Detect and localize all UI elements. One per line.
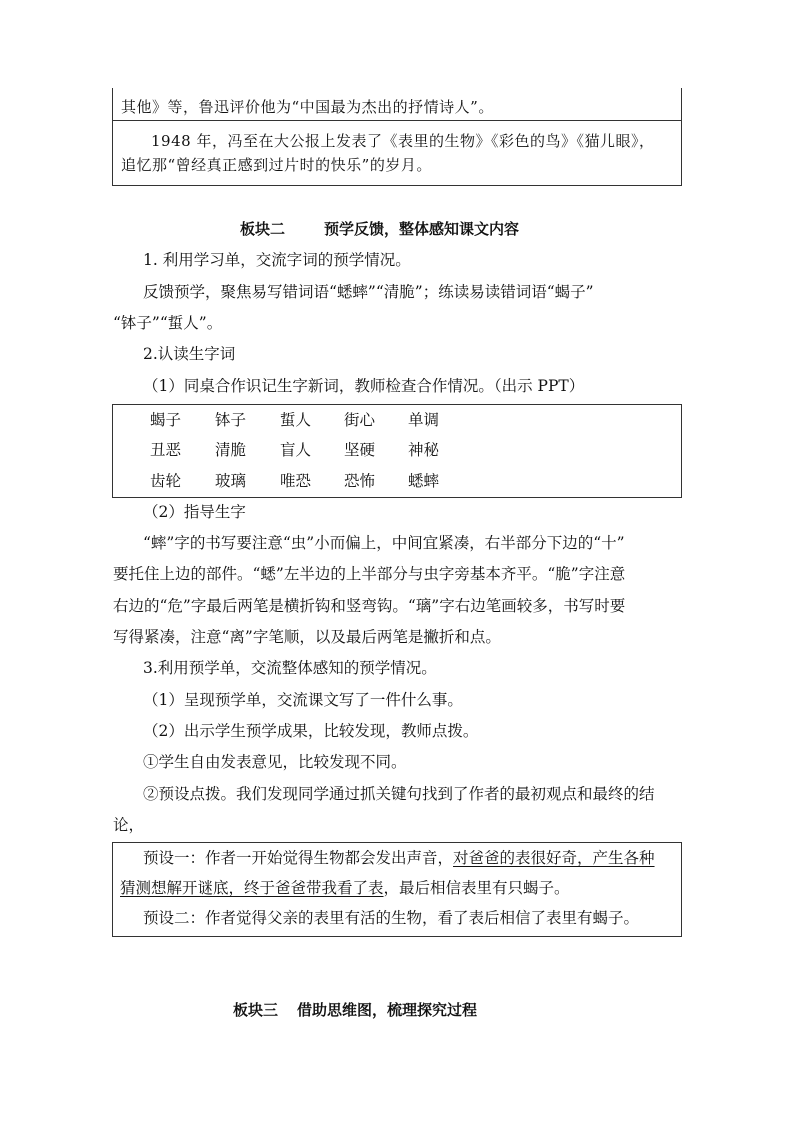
section3-heading-title: 借助思维图，梳理探究过程: [297, 1001, 478, 1019]
section2-circle1: ①学生自由发表意见，比较发现不同。: [143, 753, 407, 771]
guide-line1: “蟀”字的书写要注意“虫”小而偏上，中间宜紧凑，右半部分下边的“十”: [143, 534, 625, 552]
circle2-line2: 论，: [113, 816, 145, 834]
section2-item2: 2.认读生字词: [143, 345, 236, 363]
intro-1948-line1: 1948 年，冯至在大公报上发表了《表里的生物》《彩色的鸟》《猫儿眼》，: [151, 132, 655, 150]
section2-item3: 3.利用预学单，交流整体感知的预学情况。: [143, 659, 437, 677]
guide-line3: 右边的“危”字最后两笔是横折钩和竖弯钩。“璃”字右边笔画较多，书写时要: [113, 597, 626, 615]
section2-step2: （2）指导生字: [143, 503, 246, 521]
intro-line-top: 其他》等，鲁迅评价他为“中国最为杰出的抒情诗人”。: [121, 98, 494, 116]
intro-box-top: [112, 88, 682, 121]
vocab-word: 钵子: [215, 411, 247, 429]
guide-line2: 要托住上边的部件。“蟋”左半边的上半部分与虫字旁基本齐平。“脆”字注意: [113, 565, 626, 583]
section2-sub2: （2）出示学生预学成果，比较发现，教师点拨。: [143, 722, 479, 740]
preset1-text-a: 预设一：作者一开始觉得生物都会发出声音，: [143, 849, 454, 867]
preset1-line2: [120, 878, 687, 898]
circle2-line1: ②预设点拨。我们发现同学通过抓关键句找到了作者的最初观点和最终的结: [143, 785, 655, 803]
guide-line4: 写得紧凑，注意“离”字笔顺，以及最后两笔是撇折和点。: [113, 628, 501, 646]
intro-box-1948: [112, 120, 682, 186]
vocab-word: 清脆: [215, 441, 247, 459]
section2-sub1: （1）呈现预学单，交流课文写了一件什么事。: [143, 691, 463, 709]
vocab-word: 坚硬: [344, 441, 376, 459]
vocab-word: 蟋蟀: [408, 472, 440, 490]
vocab-word: 蜇人: [280, 411, 312, 429]
section2-item1: 1. 利用学习单，交流字词的预学情况。: [143, 251, 411, 269]
feedback-line1: 反馈预学，聚焦易写错词语“蟋蟀”“清脆”；练读易读错词语“蝎子”: [143, 283, 594, 301]
intro-1948-line2: 追忆那“曾经真正感到过片时的快乐”的岁月。: [121, 156, 432, 174]
preset1-line1: [113, 848, 680, 868]
vocab-word: 神秘: [408, 441, 440, 459]
vocab-box: [112, 404, 682, 498]
vocab-word: 单调: [408, 411, 440, 429]
section3-heading-label: 板块三: [233, 1001, 279, 1019]
vocab-word: 恐怖: [344, 472, 376, 490]
feedback-line2: “钵子”“蜇人”。: [113, 314, 223, 332]
vocab-word: 齿轮: [150, 472, 182, 490]
section2-step1: （1）同桌合作识记生字新词，教师检查合作情况。（出示 PPT）: [143, 377, 585, 395]
preset2-line: 预设二：作者觉得父亲的表里有活的生物，看了表后相信了表里有蝎子。: [143, 909, 640, 927]
vocab-word: 丑恶: [150, 441, 182, 459]
preset1-underline-1: 对爸爸的表很好奇，产生各种: [453, 849, 655, 867]
section2-heading-title: 预学反馈，整体感知课文内容: [324, 220, 520, 238]
preset1-underline-2: 猜测想解开谜底，终于爸爸带我看了表: [120, 879, 384, 897]
vocab-word: 玻璃: [215, 472, 247, 490]
section2-heading-label: 板块二: [240, 220, 286, 238]
vocab-word: 唯恐: [280, 472, 312, 490]
preset1-text-b: ，最后相信表里有只蝎子。: [383, 879, 570, 897]
vocab-word: 蝎子: [150, 411, 182, 429]
vocab-word: 街心: [344, 411, 376, 429]
vocab-word: 盲人: [280, 441, 312, 459]
